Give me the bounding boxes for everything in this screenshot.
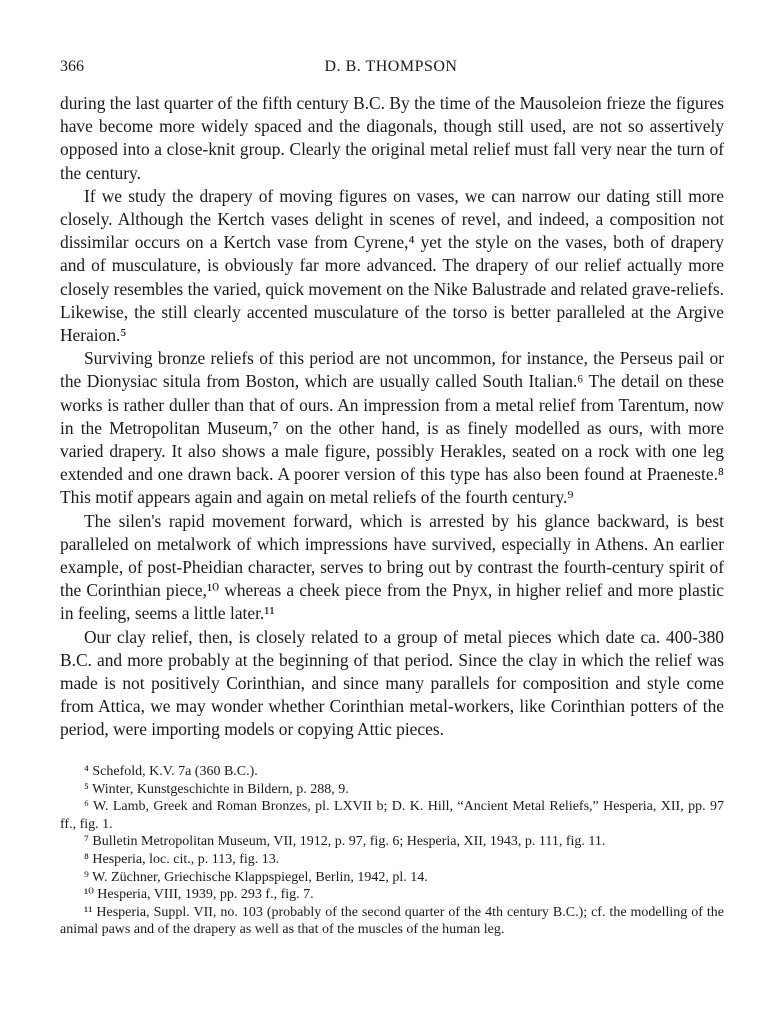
body-text: [60, 92, 724, 742]
footnote: ⁵ Winter, Kunstgeschichte in Bildern, p. 288, 9.: [84, 781, 349, 797]
footnote: ¹⁰ Hesperia, VIII, 1939, pp. 293 f., fig. 7.: [84, 887, 314, 903]
footnote: ⁷ Bulletin Metropolitan Museum, VII, 1912, p. 97, fig. 6; Hesperia, XII, 1943, p. 111, fig. 11.: [84, 834, 606, 850]
footnote: ¹¹ Hesperia, Suppl. VII, no. 103 (probably of the second quarter of the 4th century B.C.); cf. the modelling of the animal paws and of the drapery as well as that of the muscles of the human leg.: [60, 904, 724, 938]
paragraph: Our clay relief, then, is closely related to a group of metal pieces which date ca. 400-380 B.C. and more probably at the beginning of that period. Since the clay in which the relief was made is not positively Corinthian, and since many parallels for composition and style come from Attica, we may wonder whether Corinthian metal-workers, like Corinthian potters of the period, were importing models or copying Attic pieces.: [60, 626, 724, 740]
footnote: ⁸ Hesperia, loc. cit., p. 113, fig. 13.: [84, 851, 280, 867]
footnote: ⁴ Schefold, K.V. 7a (360 B.C.).: [84, 764, 258, 779]
paragraph: Surviving bronze reliefs of this period are not uncommon, for instance, the Perseus pail or the Dionysiac situla from Boston, which are usually called South Italian.⁶ The detail on these works is rather duller than that of ours. An impression from a metal relief from Tarentum, now in the Metropolitan Museum,⁷ on the other hand, is as finely modelled as ours, with more varied drapery. It also shows a male figure, possibly Herakles, seated on a rock with one leg extended and one drawn back. A poorer version of this type has also been found at Praeneste.⁸ This motif appears again and again on metal reliefs of the fourth century.⁹: [60, 348, 724, 508]
page-number: 366: [60, 58, 84, 75]
page-header: [60, 58, 722, 82]
footnote: ⁹ W. Züchner, Griechische Klappspiegel, Berlin, 1942, pl. 14.: [84, 869, 428, 885]
paragraph: If we study the drapery of moving figures on vases, we can narrow our dating still more closely. Although the Kertch vases delight in scenes of revel, and indeed, a composition not dissimilar occurs on a Kertch vase from Cyrene,⁴ yet the style on the vases, both of drapery and of musculature, is obviously far more advanced. The drapery of our relief actually more closely resembles the varied, quick movement on the Nike Balustrade and related grave-reliefs. Likewise, the still clearly accented musculature of the torso is better paralleled at the Argive Heraion.⁵: [60, 185, 724, 346]
paragraph: The silen's rapid movement forward, which is arrested by his glance backward, is best paralleled on metalwork of which impressions have survived, especially in Athens. An earlier example, of post-Pheidian character, serves to bring out by contrast the fourth-century spirit of the Corinthian piece,¹⁰ whereas a cheek piece from the Pnyx, in higher relief and more plastic in feeling, seems a little later.¹¹: [60, 510, 724, 624]
footnote: ⁶ W. Lamb, Greek and Roman Bronzes, pl. LXVII b; D. K. Hill, “Ancient Metal Reliefs,” Hesperia, XII, pp. 97 ff., fig. 1.: [60, 799, 724, 832]
running-head: D. B. THOMPSON: [324, 58, 458, 75]
footnotes: [60, 763, 724, 939]
paragraph: during the last quarter of the fifth century B.C. By the time of the Mausoleion frieze the figures have become more widely spaced and the diagonals, though still used, are not so assertively opposed into a close-knit group. Clearly the original metal relief must fall very near the turn of the century.: [60, 93, 724, 183]
